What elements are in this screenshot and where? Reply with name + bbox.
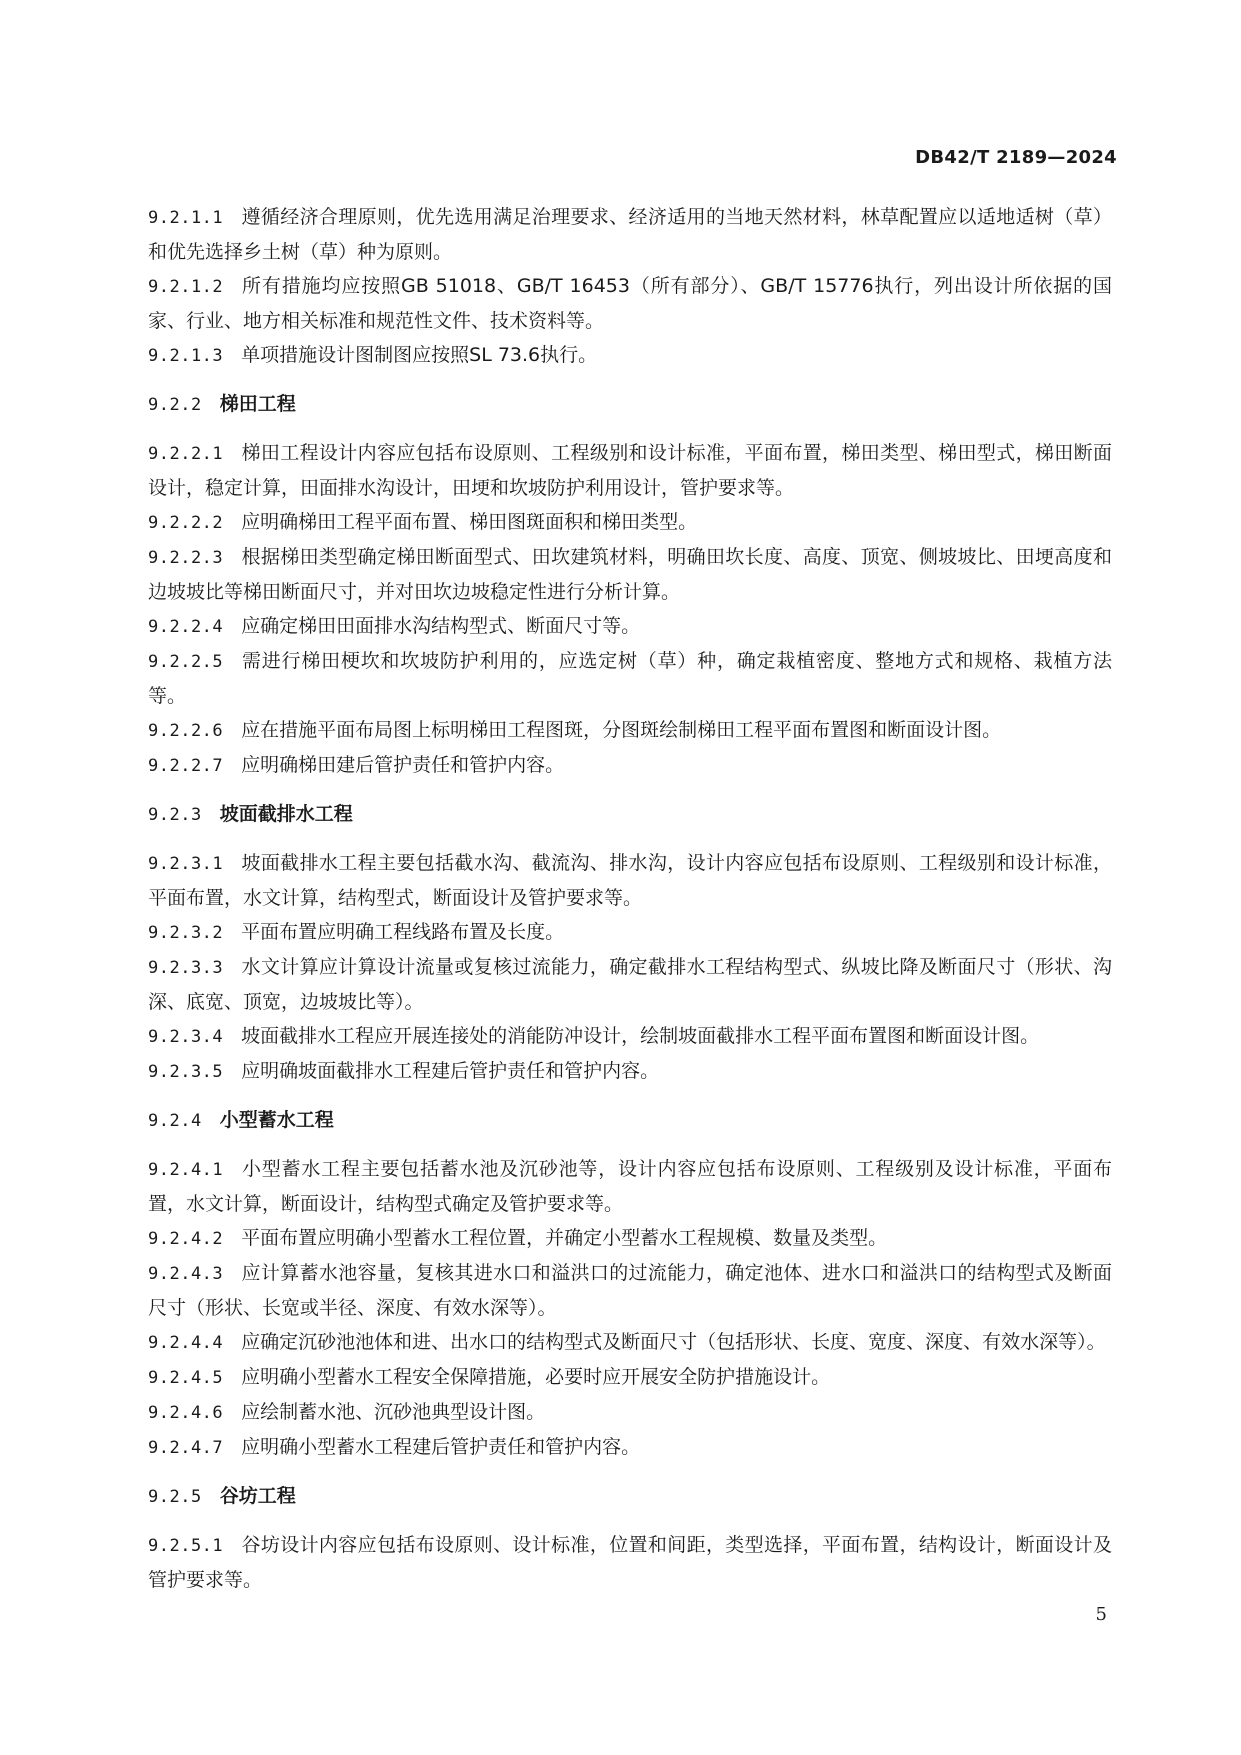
clause-paragraph bbox=[148, 505, 1112, 540]
document-body bbox=[148, 200, 1112, 1597]
clause-number: 9.2.3.5 bbox=[148, 1062, 224, 1082]
clause-number: 9.2.2.2 bbox=[148, 513, 224, 533]
clause-number: 9.2.4.1 bbox=[148, 1160, 224, 1180]
clause-paragraph bbox=[148, 1528, 1112, 1597]
section-title: 坡面截排水工程 bbox=[219, 803, 353, 825]
section-heading bbox=[148, 797, 1112, 832]
clause-text: 坡面截排水工程应开展连接处的消能防冲设计，绘制坡面截排水工程平面布置图和断面设计图。 bbox=[241, 1025, 1040, 1047]
clause-paragraph bbox=[148, 338, 1112, 373]
clause-number: 9.2.4.4 bbox=[148, 1333, 224, 1353]
clause-paragraph bbox=[148, 846, 1112, 915]
clause-text: 水文计算应计算设计流量或复核过流能力，确定截排水工程结构型式、纵坡比降及断面尺寸（形状、沟深、底宽、顶宽，边坡坡比等）。 bbox=[148, 956, 1112, 1013]
clause-paragraph bbox=[148, 436, 1112, 505]
clause-text: 应在措施平面布局图上标明梯田工程图斑，分图斑绘制梯田工程平面布置图和断面设计图。 bbox=[241, 719, 1002, 741]
clause-number: 9.2.2.7 bbox=[148, 756, 224, 776]
clause-text: 坡面截排水工程主要包括截水沟、截流沟、排水沟，设计内容应包括布设原则、工程级别和设计标准，平面布置，水文计算，结构型式，断面设计及管护要求等。 bbox=[148, 852, 1112, 909]
section-number: 9.2.5 bbox=[148, 1487, 202, 1507]
clause-text: 应计算蓄水池容量，复核其进水口和溢洪口的过流能力，确定池体、进水口和溢洪口的结构型式及断面尺寸（形状、长宽或半径、深度、有效水深等）。 bbox=[148, 1262, 1112, 1319]
section-number: 9.2.3 bbox=[148, 805, 202, 825]
clause-number: 9.2.2.4 bbox=[148, 617, 224, 637]
clause-text: 应确定梯田田面排水沟结构型式、断面尺寸等。 bbox=[241, 615, 641, 637]
clause-number: 9.2.2.3 bbox=[148, 548, 224, 568]
clause-paragraph bbox=[148, 950, 1112, 1019]
clause-text: 所有措施均应按照GB 51018、GB/T 16453（所有部分）、GB/T 15776执行，列出设计所依据的国家、行业、地方相关标准和规范性文件、技术资料等。 bbox=[148, 275, 1112, 332]
section-title: 梯田工程 bbox=[219, 393, 296, 415]
clause-paragraph bbox=[148, 644, 1112, 713]
clause-number: 9.2.4.7 bbox=[148, 1438, 224, 1458]
clause-paragraph bbox=[148, 1256, 1112, 1325]
clause-number: 9.2.1.2 bbox=[148, 277, 224, 297]
clause-paragraph bbox=[148, 200, 1112, 269]
clause-paragraph bbox=[148, 1054, 1112, 1089]
page-number: 5 bbox=[1095, 1604, 1107, 1625]
document-code: DB42/T 2189—2024 bbox=[915, 147, 1117, 168]
clause-paragraph bbox=[148, 915, 1112, 950]
clause-text: 梯田工程设计内容应包括布设原则、工程级别和设计标准，平面布置，梯田类型、梯田型式，梯田断面设计，稳定计算，田面排水沟设计，田埂和坎坡防护利用设计，管护要求等。 bbox=[148, 442, 1112, 499]
clause-number: 9.2.2.1 bbox=[148, 444, 224, 464]
clause-paragraph bbox=[148, 1360, 1112, 1395]
clause-number: 9.2.3.2 bbox=[148, 923, 224, 943]
clause-paragraph bbox=[148, 609, 1112, 644]
clause-text: 谷坊设计内容应包括布设原则、设计标准，位置和间距，类型选择，平面布置，结构设计，断面设计及管护要求等。 bbox=[148, 1534, 1112, 1591]
section-title: 谷坊工程 bbox=[219, 1485, 296, 1507]
clause-paragraph bbox=[148, 540, 1112, 609]
clause-number: 9.2.4.3 bbox=[148, 1264, 224, 1284]
clause-number: 9.2.4.2 bbox=[148, 1229, 224, 1249]
clause-number: 9.2.3.1 bbox=[148, 854, 224, 874]
clause-paragraph bbox=[148, 713, 1112, 748]
clause-paragraph bbox=[148, 748, 1112, 783]
clause-text: 应明确小型蓄水工程安全保障措施，必要时应开展安全防护措施设计。 bbox=[241, 1366, 831, 1388]
clause-text: 小型蓄水工程主要包括蓄水池及沉砂池等，设计内容应包括布设原则、工程级别及设计标准，平面布置，水文计算，断面设计，结构型式确定及管护要求等。 bbox=[148, 1158, 1112, 1215]
clause-paragraph bbox=[148, 1430, 1112, 1465]
section-number: 9.2.4 bbox=[148, 1111, 202, 1131]
clause-text: 单项措施设计图制图应按照SL 73.6执行。 bbox=[241, 344, 598, 366]
clause-paragraph bbox=[148, 1221, 1112, 1256]
clause-paragraph bbox=[148, 1019, 1112, 1054]
clause-number: 9.2.3.4 bbox=[148, 1027, 224, 1047]
clause-text: 应确定沉砂池池体和进、出水口的结构型式及断面尺寸（包括形状、长度、宽度、深度、有效水深等）。 bbox=[241, 1331, 1106, 1353]
clause-paragraph bbox=[148, 269, 1112, 338]
clause-text: 应明确小型蓄水工程建后管护责任和管护内容。 bbox=[241, 1436, 641, 1458]
clause-text: 平面布置应明确工程线路布置及长度。 bbox=[241, 921, 565, 943]
section-number: 9.2.2 bbox=[148, 395, 202, 415]
clause-number: 9.2.2.6 bbox=[148, 721, 224, 741]
clause-number: 9.2.5.1 bbox=[148, 1536, 224, 1556]
clause-number: 9.2.3.3 bbox=[148, 958, 224, 978]
clause-text: 应明确梯田工程平面布置、梯田图斑面积和梯田类型。 bbox=[241, 511, 698, 533]
section-title: 小型蓄水工程 bbox=[219, 1109, 334, 1131]
clause-text: 根据梯田类型确定梯田断面型式、田坎建筑材料，明确田坎长度、高度、顶宽、侧坡坡比、田埂高度和边坡坡比等梯田断面尺寸，并对田坎边坡稳定性进行分析计算。 bbox=[148, 546, 1112, 603]
clause-number: 9.2.2.5 bbox=[148, 652, 224, 672]
section-heading bbox=[148, 1103, 1112, 1138]
clause-text: 应明确坡面截排水工程建后管护责任和管护内容。 bbox=[241, 1060, 660, 1082]
clause-paragraph bbox=[148, 1325, 1112, 1360]
clause-text: 应绘制蓄水池、沉砂池典型设计图。 bbox=[241, 1401, 546, 1423]
clause-number: 9.2.1.3 bbox=[148, 346, 224, 366]
section-heading bbox=[148, 1479, 1112, 1514]
clause-paragraph bbox=[148, 1395, 1112, 1430]
clause-number: 9.2.4.5 bbox=[148, 1368, 224, 1388]
clause-text: 需进行梯田梗坎和坎坡防护利用的，应选定树（草）种，确定栽植密度、整地方式和规格、栽植方法等。 bbox=[148, 650, 1112, 707]
section-heading bbox=[148, 387, 1112, 422]
clause-text: 应明确梯田建后管护责任和管护内容。 bbox=[241, 754, 565, 776]
clause-text: 遵循经济合理原则，优先选用满足治理要求、经济适用的当地天然材料，林草配置应以适地适树（草）和优先选择乡土树（草）种为原则。 bbox=[148, 206, 1112, 263]
clause-number: 9.2.4.6 bbox=[148, 1403, 224, 1423]
clause-paragraph bbox=[148, 1152, 1112, 1221]
clause-text: 平面布置应明确小型蓄水工程位置，并确定小型蓄水工程规模、数量及类型。 bbox=[241, 1227, 888, 1249]
clause-number: 9.2.1.1 bbox=[148, 208, 224, 228]
